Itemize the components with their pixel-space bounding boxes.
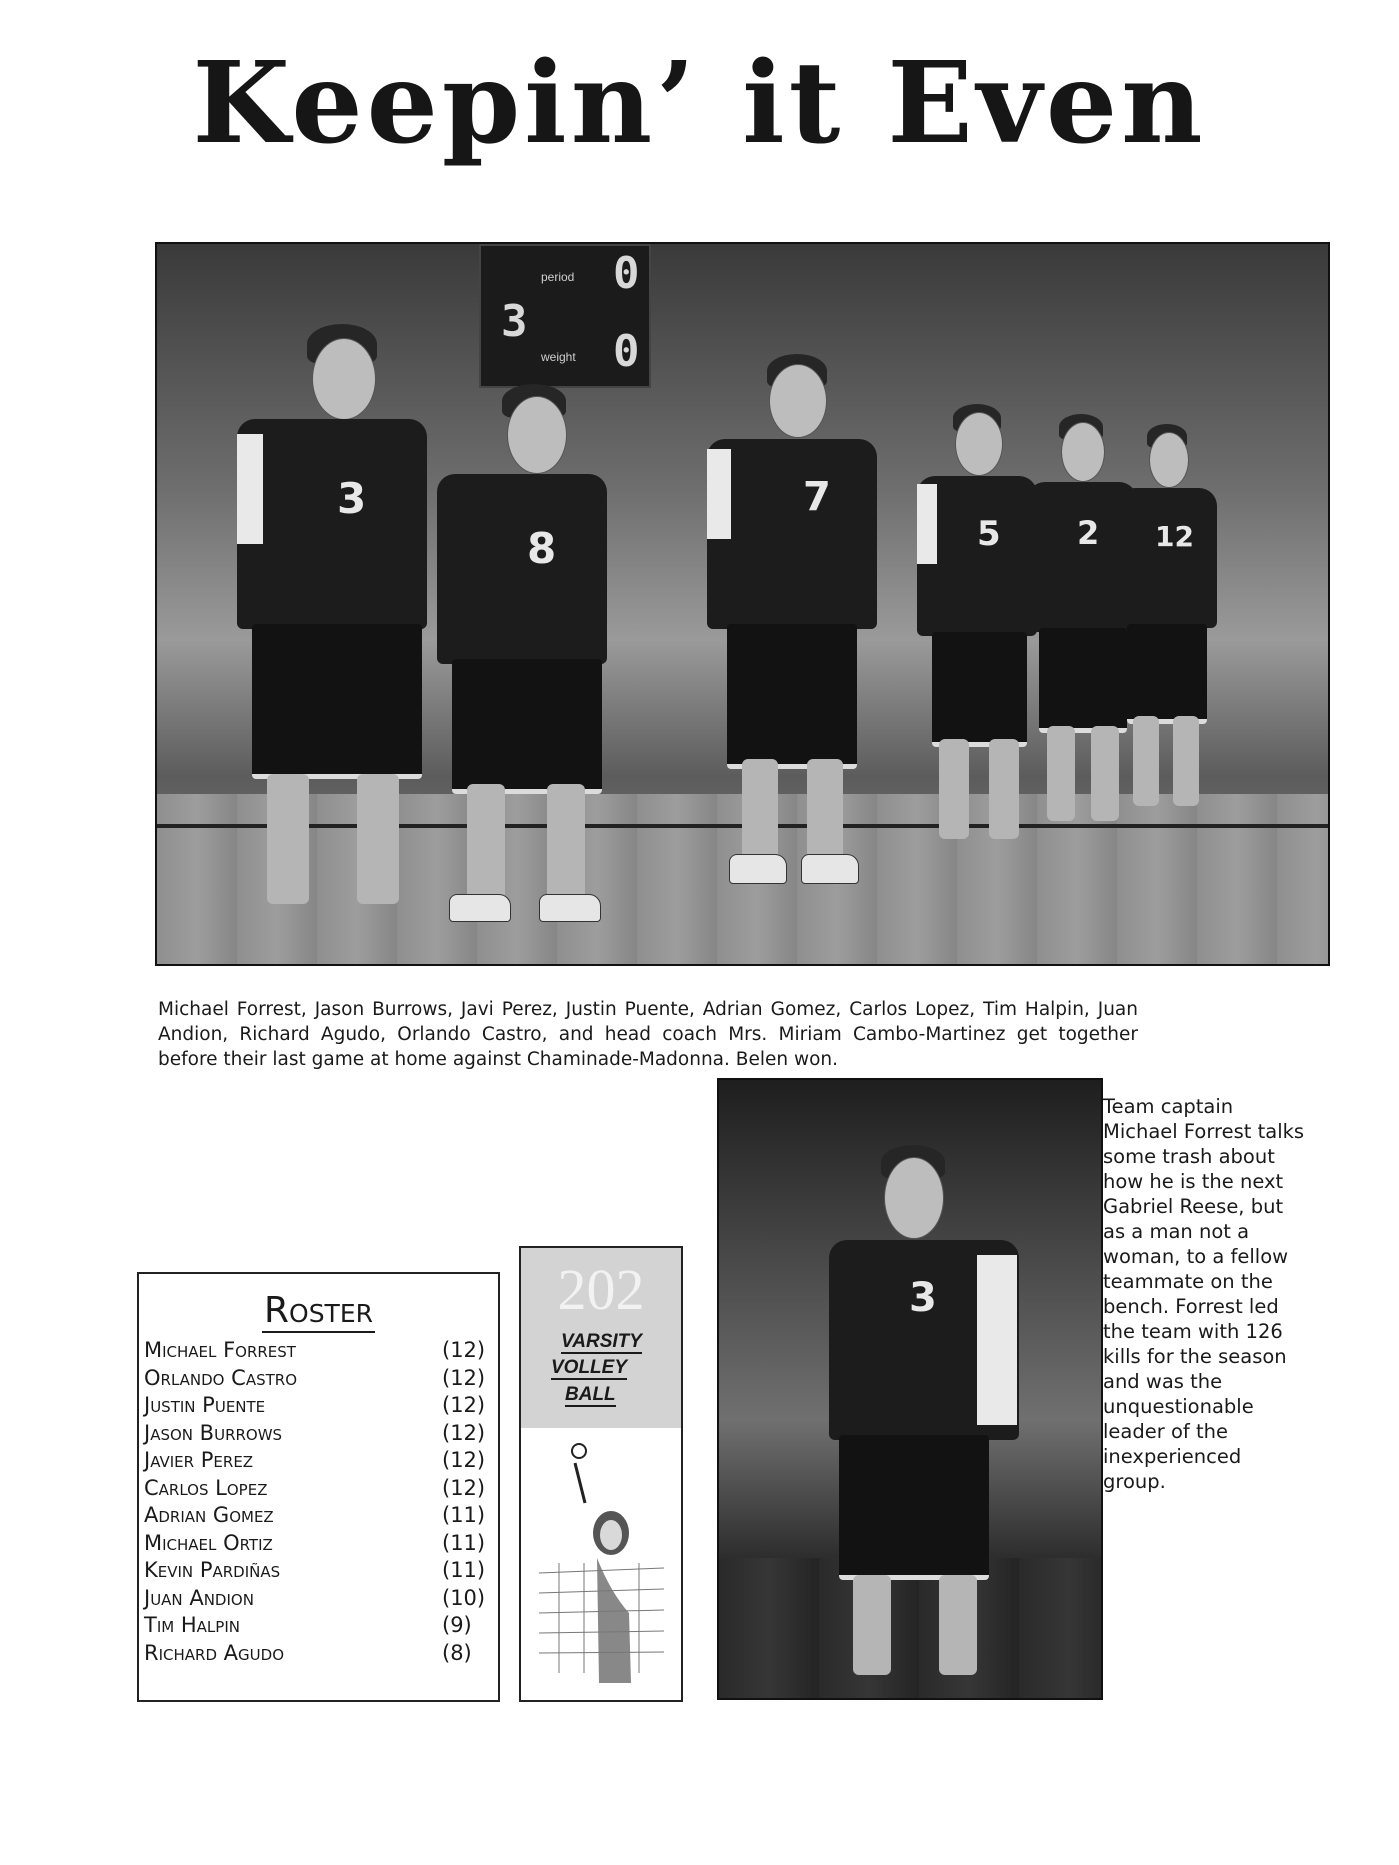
roster-player-name: Adrian Gomez <box>144 1503 274 1527</box>
roster-player-grade: (11) <box>442 1558 486 1582</box>
roster-player-grade: (11) <box>442 1530 486 1555</box>
player-figure <box>707 354 877 914</box>
roster-player-grade: (10) <box>442 1585 486 1610</box>
jersey-number: 12 <box>1155 520 1194 553</box>
roster-player-grade: (12) <box>442 1365 486 1390</box>
roster-player-grade: (12) <box>442 1475 486 1500</box>
roster-player-grade: (9) <box>442 1613 472 1637</box>
roster-player-grade: (11) <box>442 1503 486 1527</box>
volleyball-player-illustration <box>539 1443 664 1693</box>
roster-player-grade: (12) <box>442 1420 486 1445</box>
roster-player-name: Michael Ortiz <box>144 1530 273 1555</box>
roster-row <box>144 1641 484 1669</box>
roster-player-name: Juan Andion <box>144 1585 254 1610</box>
jersey-number: 5 <box>977 514 1001 554</box>
roster-row <box>144 1338 484 1366</box>
team-photo <box>155 242 1330 966</box>
page-number: 202 <box>557 1257 645 1322</box>
jersey-number: 3 <box>909 1275 937 1321</box>
sport-title-line2: VOLLEY <box>551 1357 628 1378</box>
scoreboard-weight-label: weight <box>541 350 576 364</box>
roster-player-name: Richard Agudo <box>144 1640 285 1665</box>
roster-player-grade: (12) <box>442 1338 486 1362</box>
roster-player-name: Kevin Pardiñas <box>144 1558 281 1582</box>
roster-list <box>144 1338 484 1668</box>
player-figure <box>197 324 427 964</box>
jersey-number: 3 <box>337 474 367 523</box>
roster-player-name: Michael Forrest <box>144 1338 296 1362</box>
roster-row <box>144 1421 484 1449</box>
sidebar-header <box>521 1248 681 1428</box>
roster-row <box>144 1393 484 1421</box>
sport-title-line1: VARSITY <box>561 1331 642 1352</box>
roster-player-name: Jason Burrows <box>144 1420 283 1445</box>
roster-player-grade: (12) <box>442 1393 486 1417</box>
roster-player-name: Carlos Lopez <box>144 1475 268 1500</box>
jersey-number: 8 <box>527 524 557 573</box>
player-figure <box>917 404 1037 884</box>
roster-row <box>144 1476 484 1504</box>
roster-player-grade: (8) <box>442 1640 472 1665</box>
scoreboard-digit-right: 0 <box>613 326 640 377</box>
roster-player-name: Justin Puente <box>144 1393 266 1417</box>
team-photo-caption: Michael Forrest, Jason Burrows, Javi Perez, Justin Puente, Adrian Gomez, Carlos Lopez, Tim Halpin, Juan Andion, Richard Agudo, Orlando Castro, and head coach Mrs. Miriam Cambo-Martinez get together before their last game at home against Chaminade-Madonna. Belen won. <box>158 998 1138 1070</box>
roster-row <box>144 1613 484 1641</box>
captain-photo <box>717 1078 1103 1700</box>
jersey-number: 2 <box>1077 514 1100 552</box>
roster-row <box>144 1558 484 1586</box>
roster-row <box>144 1531 484 1559</box>
player-figure <box>1117 424 1217 854</box>
page-headline: Keepin’ it Even <box>192 38 1207 169</box>
player-figure <box>427 384 607 944</box>
roster-row <box>144 1586 484 1614</box>
roster-player-name: Tim Halpin <box>144 1613 240 1637</box>
section-sidebar <box>519 1246 683 1702</box>
scoreboard <box>479 244 651 388</box>
roster-player-grade: (12) <box>442 1448 486 1472</box>
scoreboard-digit-top: 0 <box>613 248 640 299</box>
roster-player-name: Javier Perez <box>144 1448 254 1472</box>
scoreboard-digit-left: 3 <box>501 296 528 347</box>
player-figure <box>799 1145 1029 1685</box>
roster-row <box>144 1503 484 1531</box>
sport-title-line3: BALL <box>565 1384 616 1405</box>
scoreboard-period-label: period <box>541 270 575 284</box>
roster-row <box>144 1366 484 1394</box>
roster-title: Roster <box>264 1290 373 1331</box>
roster-row <box>144 1448 484 1476</box>
captain-photo-caption: Team captain Michael Forrest talks some trash about how he is the next Gabriel Reese, but as a man not a woman, to a fellow teammate on the bench. Forrest led the team with 126 kills for the season and was the unquestionable leader of the inexperienced group. <box>1103 1094 1305 1493</box>
roster-box <box>137 1272 500 1702</box>
jersey-number: 7 <box>803 474 831 520</box>
roster-player-name: Orlando Castro <box>144 1365 298 1390</box>
